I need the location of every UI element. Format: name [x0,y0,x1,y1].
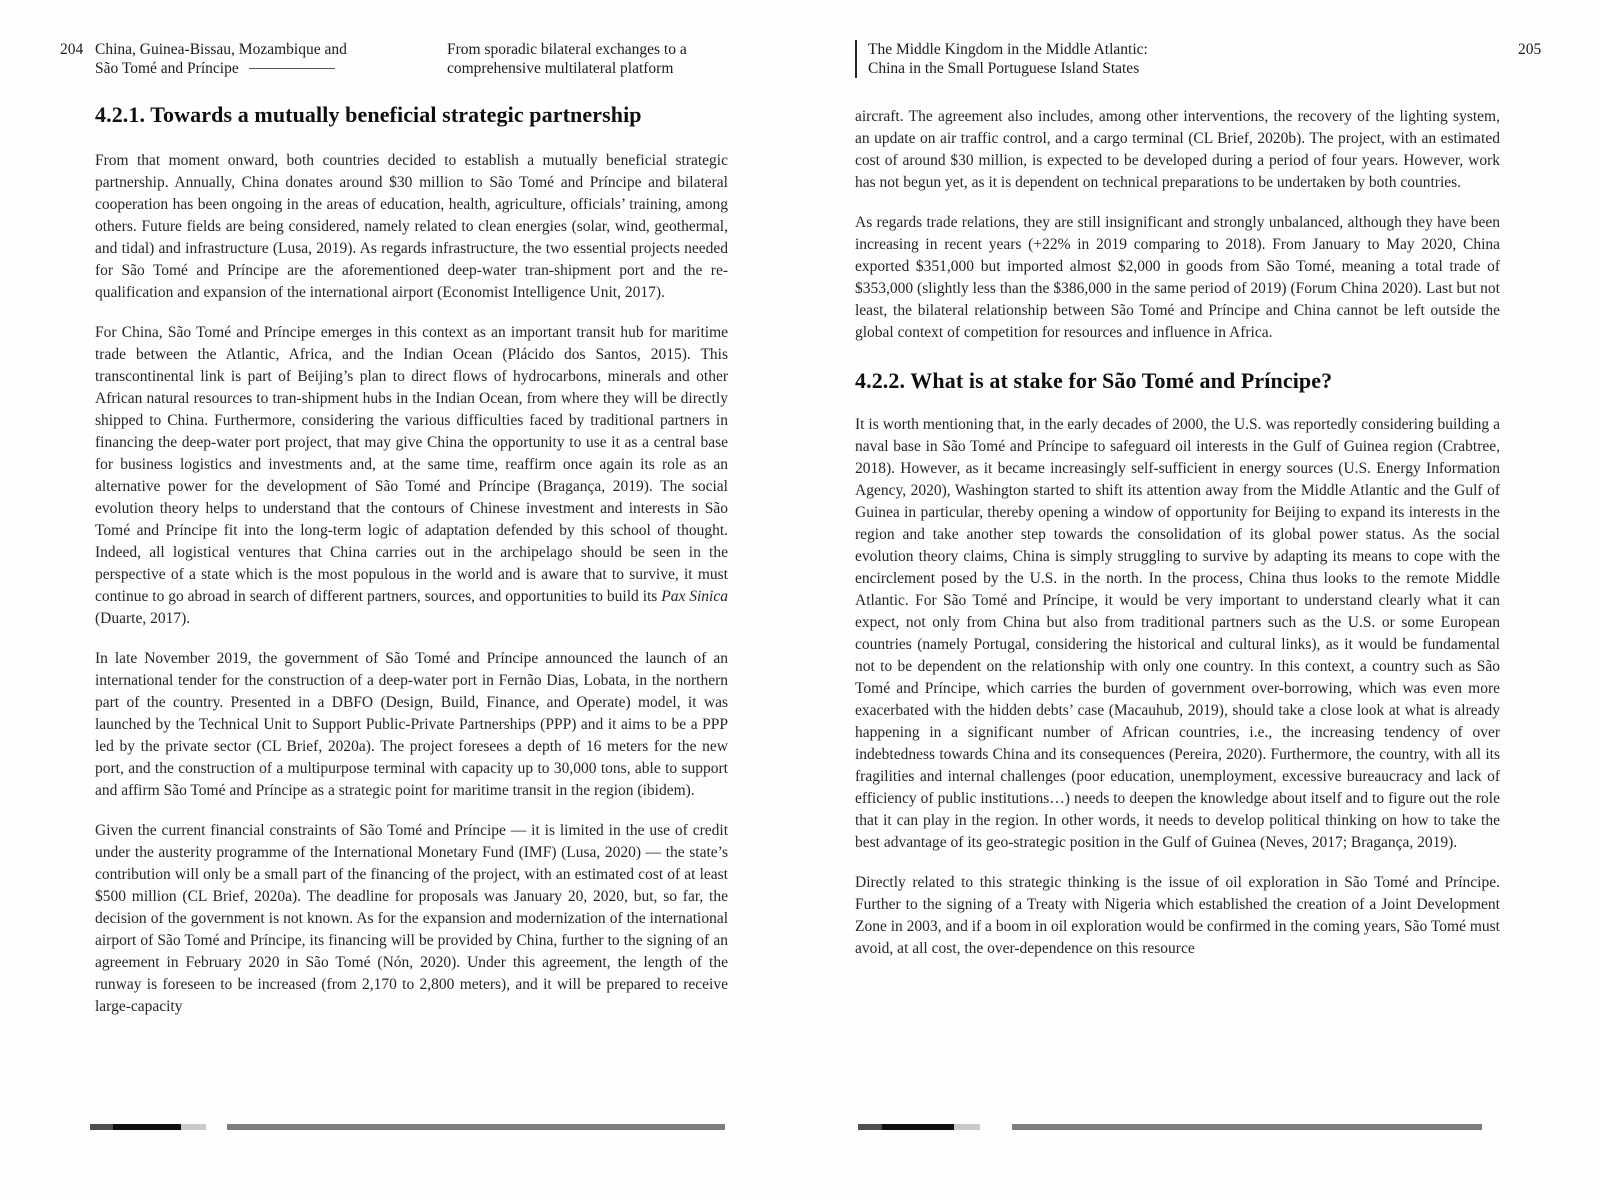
running-title-line1: China, Guinea-Bissau, Mozambique and [95,41,347,58]
section-heading-422: 4.2.2. What is at stake for São Tomé and Príncipe? [855,368,1333,393]
paragraph: Given the current financial constraints of São Tomé and Príncipe — it is limited in the use of credit under the austerity programme of the International Monetary Fund (IMF) (Lusa, 2020) — the state’s contribution will only be a small part of the financing of the project, with an estimated cost of at least $500 million (CL Brief, 2020a). The deadline for proposals was January 20, 2020, but, so far, the decision of the government is not known. As for the expansion and modernization of the international airport of São Tomé and Príncipe, its financing will be provided by China, further to the signing of an agreement in February 2020 in São Tomé (Nón, 2020). Under this agreement, the length of the runway is foreseen to be increased (from 2,170 to 2,800 meters), and it will be prepared to receive large-capacity [95,822,728,1015]
footer-segment-black [113,1124,181,1130]
page-right [855,40,1542,960]
chapter-title-line2: comprehensive multilateral platform [447,60,674,77]
footer-segment-light [954,1124,980,1130]
running-title-line2: São Tomé and Príncipe [95,60,239,77]
paragraph: Directly related to this strategic thinking is the issue of oil exploration in São Tomé and Príncipe. Further to the signing of a Treaty with Nigeria which established the creation of a Joint Development Zone in 2003, and if a boom in oil exploration would be confirmed in the coming years, São Tomé must avoid, at all cost, the over-dependence on this resource [855,874,1500,957]
footer-bar-long-right [1012,1124,1482,1130]
running-title-line2: China in the Small Portuguese Island States [868,60,1140,77]
page-left [60,40,728,1018]
footer-bar-segments-right [858,1124,980,1130]
running-title-right [855,40,1500,78]
footer-bar-long-left [227,1124,725,1130]
running-head-rule [249,68,335,69]
section-heading-421: 4.2.1. Towards a mutually beneficial strategic partnership [95,102,642,127]
paragraph [95,322,728,630]
paragraph: As regards trade relations, they are still insignificant and strongly unbalanced, although they have been increasing in recent years (+22% in 2019 comparing to 2018). From January to May 2020, China exported $351,000 but imported almost $2,000 in goods from São Tomé, meaning a total trade of $353,000 (slightly less than the $386,000 in the same period of 2019) (Forum China 2020). Last but not least, the bilateral relationship between São Tomé and Príncipe and China cannot be left outside the global context of competition for resources and influence in Africa. [855,214,1500,341]
italic-phrase: Pax Sinica [661,588,728,605]
running-title-left [95,40,347,78]
running-head-left [60,40,728,80]
footer-bar-segments-left [90,1124,206,1130]
running-head-right [855,40,1542,80]
footer-segment-light [181,1124,206,1130]
paragraph: From that moment onward, both countries decided to establish a mutually beneficial strategic partnership. Annually, China donates around $30 million to São Tomé and Príncipe and bilateral cooperation has been ongoing in the areas of education, health, agriculture, officials’ training, among others. Future fields are being considered, namely related to clean energies (solar, wind, geothermal, and tidal) and infrastructure (Lusa, 2019). As regards infrastructure, the two essential projects needed for São Tomé and Príncipe are the aforementioned deep-water tran-shipment port and the re-qualification and expansion of the international airport (Economist Intelligence Unit, 2017). [95,152,728,301]
paragraph: In late November 2019, the government of São Tomé and Príncipe announced the launch of an international tender for the construction of a deep-water port in Fernão Dias, Lobata, in the northern part of the country. Presented in a DBFO (Design, Build, Finance, and Operate) model, it was launched by the Technical Unit to Support Public-Private Partnerships (PPP) and it aims to be a PPP led by the private sector (CL Brief, 2020a). The project foresees a depth of 16 meters for the new port, and the construction of a multipurpose terminal with capacity up to 30,000 tons, able to support and affirm São Tomé and Príncipe as a strategic point for maritime transit in the region (ibidem). [95,650,728,799]
page-number-right: 205 [1518,41,1542,58]
footer-segment-dark [90,1124,113,1130]
paragraph: aircraft. The agreement also includes, among other interventions, the recovery of the lighting system, an update on air traffic control, and a cargo terminal (CL Brief, 2020b). The project, with an estimated cost of around $30 million, is expected to be developed during a period of four years. However, work has not begun yet, as it is dependent on technical preparations to be undertaken by both countries. [855,108,1500,191]
paragraph-text: (Duarte, 2017). [95,610,191,627]
paragraph-text: For China, São Tomé and Príncipe emerges in this context as an important transit hub for maritime trade between the Atlantic, Africa, and the Indian Ocean (Plácido dos Santos, 2015). This transcontinental link is part of Beijing’s plan to direct flows of hydrocarbons, minerals and other African natural resources to tran-shipment hubs in the Indian Ocean, from where they will be directly shipped to China. Furthermore, considering the various difficulties faced by traditional partners in financing the deep-water port project, that may give China the opportunity to use it as a central base for business logistics and investments and, at the same time, reaffirm once again its role as an alternative power for the development of São Tomé and Príncipe (Bragança, 2019). The social evolution theory helps to understand that the contours of Chinese investment and interests in São Tomé and Príncipe fit into the long-term logic of adaptation defended by this school of thought. Indeed, all logistical ventures that China carries out in the archipelago should be seen in the perspective of a state which is the most populous in the world and is aware that to survive, it must continue to go abroad in search of different partners, sources, and opportunities to build its [95,324,728,605]
footer-segment-black [882,1124,954,1130]
chapter-title-left [447,40,687,78]
page-number-left: 204 [60,41,84,58]
paragraph: It is worth mentioning that, in the early decades of 2000, the U.S. was reportedly considering building a naval base in São Tomé and Príncipe to safeguard oil interests in the Gulf of Guinea region (Crabtree, 2018). However, as it became increasingly self-sufficient in energy sources (U.S. Energy Information Agency, 2020), Washington started to shift its attention away from the Middle Atlantic and the Gulf of Guinea in particular, thereby opening a window of opportunity for Beijing to expand its interests in the region and take another step towards the consolidation of its global power status. As the social evolution theory claims, China is simply struggling to survive by adapting its means to cope with the encirclement posed by the U.S. in the north. In the process, China thus looks to the remote Middle Atlantic. For São Tomé and Príncipe, it would be very important to understand clearly what it can expect, not only from China but also from traditional partners such as the U.S. or some European countries (namely Portugal, considering the historical and cultural links), as it would be fundamental not to be dependent on the relationship with only one country. In this context, a country such as São Tomé and Príncipe, which carries the burden of government over-borrowing, which was even more exacerbated with the hidden debts’ case (Macauhub, 2019), should take a close look at what is already happening in a significant number of African countries, i.e., the increasing tendency of over indebtedness towards China and its consequences (Pereira, 2020). Furthermore, the country, with all its fragilities and internal challenges (poor education, unemployment, excessive bureaucracy and lack of efficiency of public institutions…) needs to deepen the knowledge about itself and to figure out the role that it can play in the region. In other words, it needs to develop political thinking on how to take the best advantage of its geo-strategic position in the Gulf of Guinea (Neves, 2017; Bragança, 2019). [855,416,1500,851]
running-title-line1: The Middle Kingdom in the Middle Atlantic: [868,41,1148,58]
chapter-title-line1: From sporadic bilateral exchanges to a [447,41,687,58]
footer-segment-dark [858,1124,882,1130]
